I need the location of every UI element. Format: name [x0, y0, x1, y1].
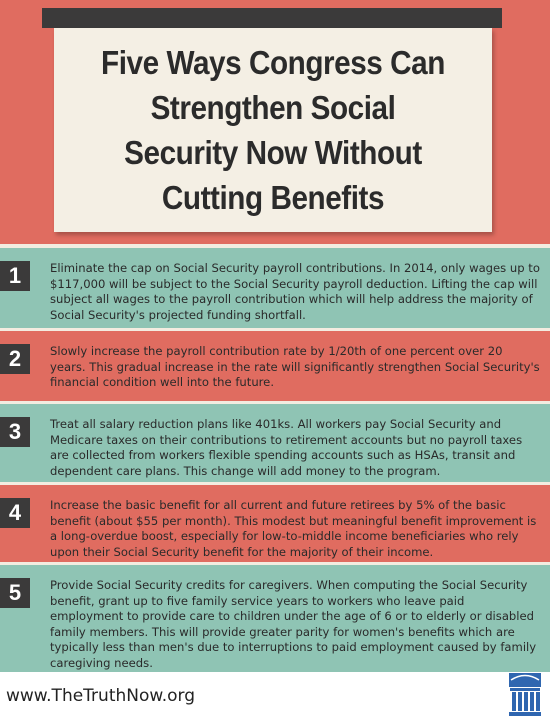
- item-number: 2: [0, 344, 30, 374]
- page-title: Five Ways Congress Can Strengthen Social Security Now Without Cutting Benefits: [101, 44, 445, 216]
- item-number: 3: [0, 417, 30, 447]
- header-bar: [42, 8, 502, 28]
- item-number: 5: [0, 578, 30, 608]
- list-item: [0, 404, 550, 482]
- item-text: Eliminate the cap on Social Security payroll contributions. In 2014, only wages up to $117,000 will be subject to the Social Security payroll deduction. Lifting the cap will subject all wages to the payroll contribution which will help address the majority of Social Security's projected funding shortfall.: [50, 261, 540, 322]
- title-card: [54, 28, 492, 232]
- item-text: Increase the basic benefit for all current and future retirees by 5% of the basic benefit (about $55 per month). This modest but meaningful benefit improvement is a long-overdue boost, especially for low-to-middle income beneficiaries who rely upon their Social Security benefit for the majority of their income.: [50, 498, 537, 559]
- list-item: [0, 565, 550, 672]
- list-item: [0, 485, 550, 562]
- footer: [0, 672, 550, 720]
- list-item: [0, 248, 550, 328]
- website-link[interactable]: www.TheTruthNow.org: [6, 686, 196, 706]
- columns-logo-icon: [508, 673, 542, 717]
- item-number: 4: [0, 498, 30, 528]
- item-text: Slowly increase the payroll contribution rate by 1/20th of one percent over 20 years. This gradual increase in the rate will significantly strengthen Social Security's financial condition well into the future.: [50, 344, 540, 390]
- item-text: Provide Social Security credits for caregivers. When computing the Social Security benefit, grant up to five family service years to workers who leave paid employment to provide care to children under the age of 6 or to elderly or disabled family members. This will provide greater parity for women's benefits which are typically less than men's due to interruptions to paid employment caused by family caregiving needs.: [50, 578, 537, 670]
- item-text: Treat all salary reduction plans like 401ks. All workers pay Social Security and Medicare taxes on their contributions to retirement accounts but no payroll taxes are collected from workers flexible spending accounts such as HSAs, transit and dependent care plans. This change will add money to the program.: [50, 417, 523, 478]
- item-number: 1: [0, 261, 30, 291]
- list-item: [0, 331, 550, 401]
